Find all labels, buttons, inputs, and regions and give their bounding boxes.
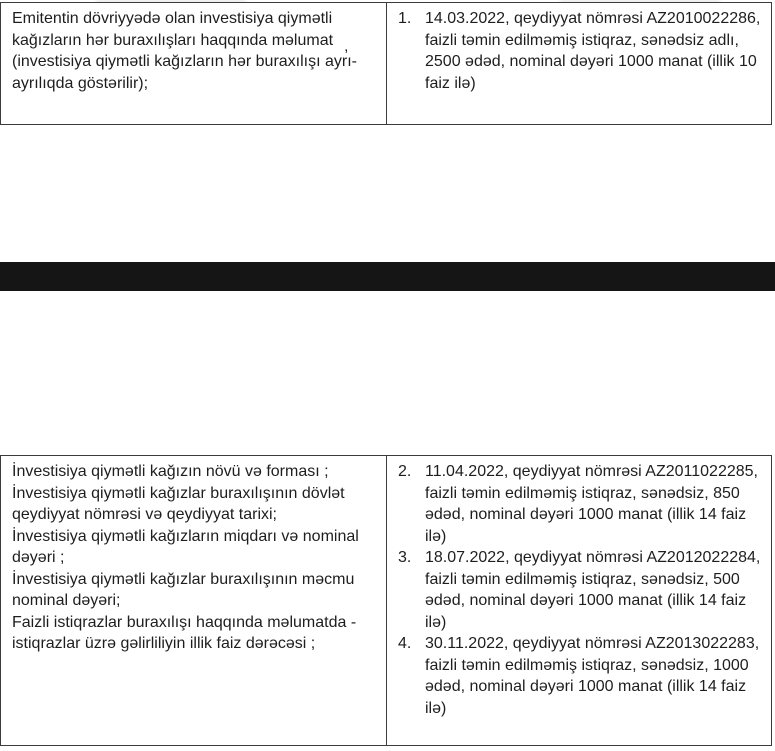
- numbered-item: [398, 8, 763, 94]
- numbered-item: [398, 633, 763, 719]
- scan-artifact-comma: ,: [344, 38, 349, 55]
- table2-left-line: İnvestisiya qiymətli kağızların miqdarı və nominal dəyəri ;: [12, 527, 359, 566]
- table1-left-cell: [1, 3, 387, 124]
- item-number: 2.: [398, 463, 412, 480]
- table2-left-line: İnvestisiya qiymətli kağızlar buraxılışının məcmu nominal dəyəri;: [12, 570, 355, 609]
- numbered-item: [398, 547, 763, 633]
- table-fragment-bottom: [0, 455, 772, 746]
- table1-left-text: Emitentin dövriyyədə olan investisiya qiymətli kağızların hər buraxılışları haqqında məlumat (investisiya qiymətli kağızların hər buraxılışı ayrı-ayrılıqda göstərilir);: [12, 10, 357, 92]
- item-number: 3.: [398, 549, 412, 566]
- item-text: 30.11.2022, qeydiyyat nömrəsi AZ2013022283, faizli təmin edilməmiş istiqraz, sənədsiz, 1000 ədəd, nominal dəyəri 1000 manat (illik 14 faiz ilə): [425, 635, 760, 717]
- table2-left-line: Faizli istiqrazlar buraxılışı haqqında məlumatda - istiqrazlar üzrə gəlirliliyin illik faiz dərəcəsi ;: [12, 613, 357, 652]
- table2-left-line: İnvestisiya qiymətli kağızın növü və forması ;: [12, 463, 329, 480]
- table2-left-cell: [1, 456, 387, 745]
- table-fragment-top: [0, 2, 772, 125]
- table1-right-cell: [387, 3, 771, 124]
- item-text: 14.03.2022, qeydiyyat nömrəsi AZ2010022286, faizli təmin edilməmiş istiqraz, sənədsiz adlı, 2500 ədəd, nominal dəyəri 1000 manat (illik 10 faiz ilə): [425, 10, 761, 92]
- table2-right-cell: [387, 456, 771, 745]
- item-number: 4.: [398, 635, 412, 652]
- item-text: 11.04.2022, qeydiyyat nömrəsi AZ2011022285, faizli təmin edilməmiş istiqraz, sənədsiz, 850 ədəd, nominal dəyəri 1000 manat (illik 14 faiz ilə): [425, 463, 758, 545]
- item-text: 18.07.2022, qeydiyyat nömrəsi AZ2012022284, faizli təmin edilməmiş istiqraz, sənədsiz, 500 ədəd, nominal dəyəri 1000 manat (illik 14 faiz ilə): [425, 549, 761, 631]
- item-number: 1.: [398, 10, 412, 27]
- page-break-band: [0, 262, 775, 291]
- numbered-item: [398, 461, 763, 547]
- table2-left-line: İnvestisiya qiymətli kağızlar buraxılışının dövlət qeydiyyat nömrəsi və qeydiyyat tarixi;: [12, 484, 345, 523]
